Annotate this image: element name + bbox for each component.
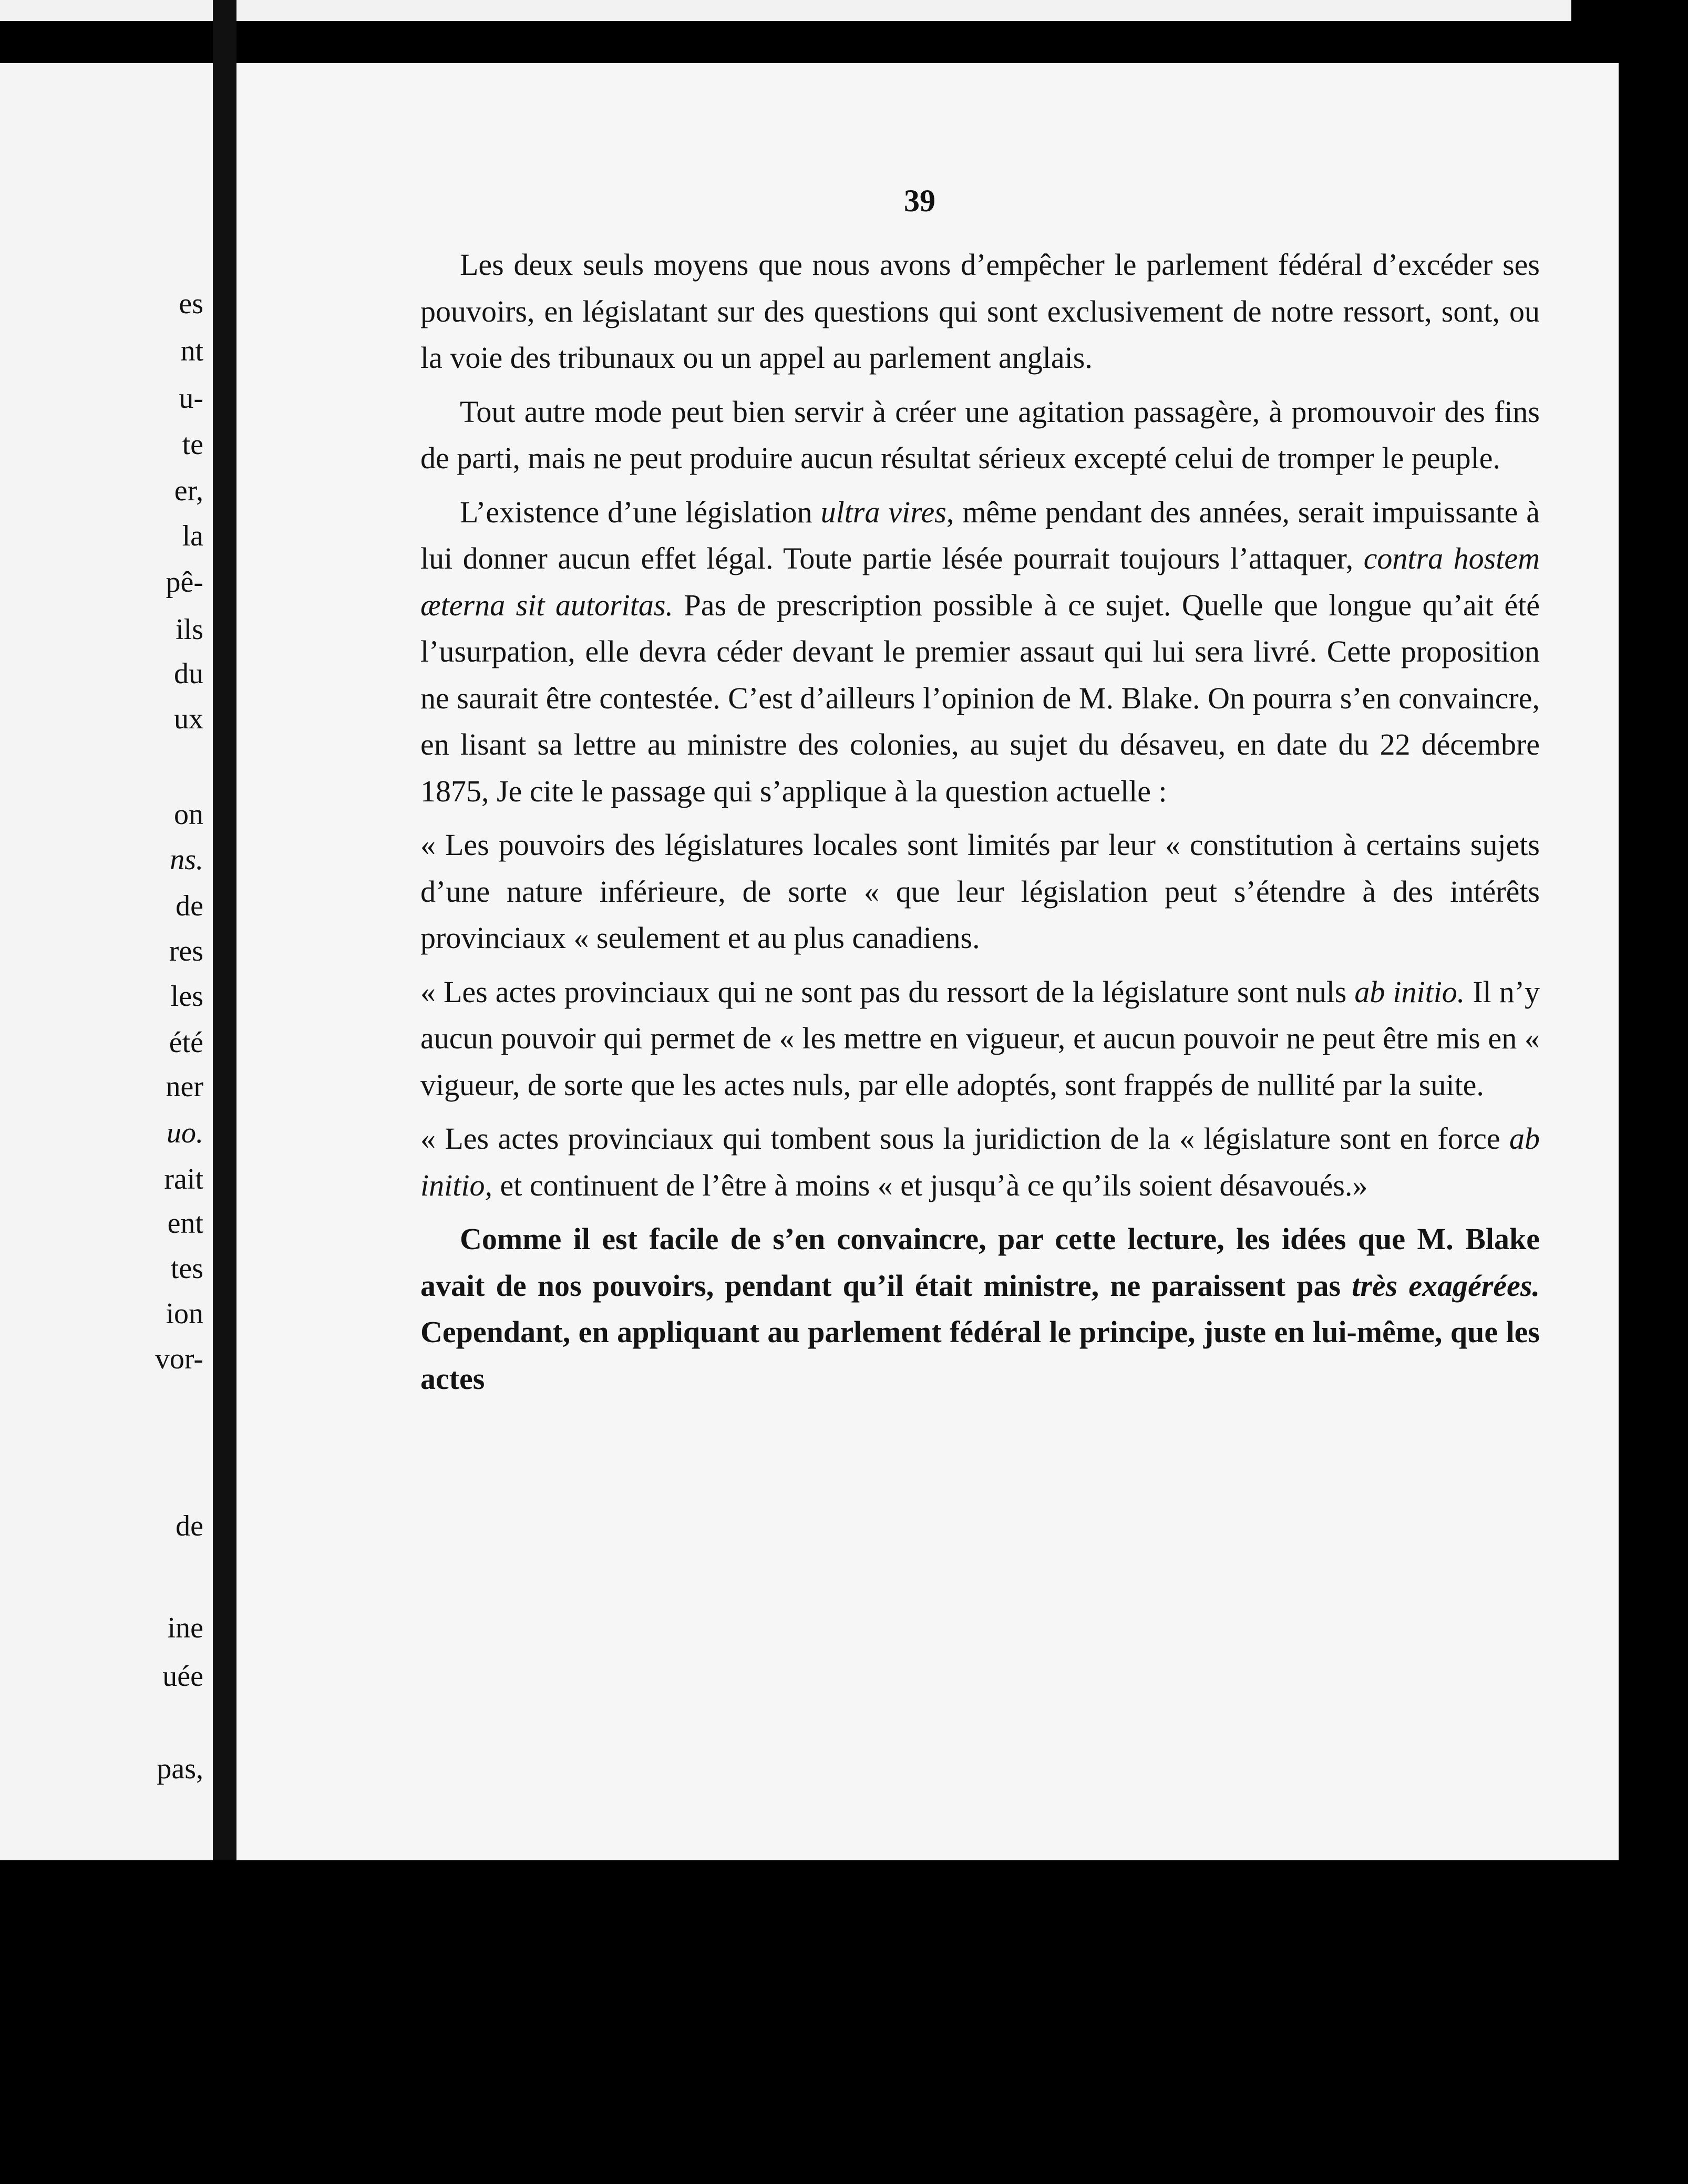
left-line-fragment: on bbox=[174, 798, 203, 831]
left-line-fragment: pê- bbox=[166, 566, 203, 599]
left-line-fragment: ion bbox=[166, 1297, 203, 1330]
page-body bbox=[420, 242, 1540, 1409]
quotation-paragraph: « Les actes provinciaux qui tombent sous la juridiction de la « législature sont en force ab initio, et continuent de l’être à moins « et jusqu’à ce qu’ils soient désavoués.» bbox=[420, 1121, 1540, 1202]
left-line-fragment: ine bbox=[167, 1612, 203, 1644]
left-line-fragment: te bbox=[182, 428, 203, 461]
left-line-fragment: été bbox=[169, 1026, 203, 1059]
paragraph: Comme il est facile de s’en convaincre, par cette lecture, les idées que M. Blake avait de nos pouvoirs, pendant qu’il était ministre, ne paraissent pas très exagérées. Cependant, en appliquant au parlement fédéral le principe, juste en lui-même, que les actes bbox=[420, 1222, 1540, 1396]
paragraph: L’existence d’une législation ultra vires, même pendant des années, serait impuissante à lui donner aucun effet légal. Toute partie lésée pourrait toujours l’attaquer, contra hostem æterna sit autoritas. Pas de prescription possible à ce sujet. Quelle que longue qu’ait été l’usurpation, elle devra céder devant le premier assaut qui lui sera livré. Cette proposition ne saurait être contestée. C’est d’ailleurs l’opinion de M. Blake. On pourra s’en convaincre, en lisant sa lettre au ministre des colonies, au sujet du désaveu, en date du 22 décembre 1875, Je cite le passage qui s’applique à la question actuelle : bbox=[420, 495, 1540, 808]
left-line-fragment: les bbox=[170, 980, 203, 1013]
latin-phrase: ab initio. bbox=[1354, 974, 1465, 1009]
left-line-fragment: ent bbox=[167, 1207, 203, 1240]
quotation-paragraph: « Les pouvoirs des législatures locales sont limités par leur « constitution à certains sujets d’une nature inférieure, de sorte « que leur législation peut s’étendre à des intérêts provinciaux « seulement et au plus canadiens. bbox=[420, 828, 1540, 955]
left-line-fragment: rait bbox=[164, 1163, 203, 1196]
document-page bbox=[236, 63, 1619, 1860]
previous-frame-edge bbox=[0, 0, 215, 21]
left-line-fragment: uée bbox=[162, 1660, 203, 1693]
left-line-fragment: pas, bbox=[157, 1753, 203, 1785]
left-line-fragment: ner bbox=[166, 1070, 203, 1103]
left-line-fragment: de bbox=[176, 890, 203, 922]
left-line-fragment: nt bbox=[180, 335, 203, 367]
left-line-fragment: la bbox=[182, 520, 203, 552]
latin-phrase: contra hostem æterna sit autoritas. bbox=[420, 541, 1540, 622]
previous-page-fragment bbox=[0, 63, 213, 1860]
left-line-fragment: es bbox=[179, 287, 203, 320]
left-line-fragment: res bbox=[169, 935, 203, 967]
scanner-right-frame bbox=[1619, 63, 1636, 1860]
latin-phrase: ultra vires bbox=[820, 495, 946, 529]
left-line-fragment: tes bbox=[170, 1252, 203, 1285]
quotation-paragraph: « Les actes provinciaux qui ne sont pas du ressort de la législature sont nuls ab initio. Il n’y aucun pouvoir qui permet de « les mettre en vigueur, et aucun pouvoir ne peut être mis en « vigueur, de sorte que les actes nuls, par elle adoptés, sont frappés de nullité par la suite. bbox=[420, 974, 1540, 1102]
latin-phrase: ab initio, bbox=[420, 1121, 1540, 1202]
page-gutter bbox=[213, 0, 236, 1860]
scanner-bottom-band bbox=[0, 1860, 1688, 2184]
left-line-fragment: u- bbox=[179, 382, 203, 415]
left-line-fragment: ils bbox=[176, 613, 203, 646]
left-line-fragment: er, bbox=[174, 475, 203, 507]
previous-frame-edge-right bbox=[236, 0, 1571, 21]
left-line-fragment: ux bbox=[174, 703, 203, 735]
paragraph: Tout autre mode peut bien servir à créer une agitation passagère, à promouvoir des fins de parti, mais ne peut produire aucun résultat sérieux excepté celui de tromper le peuple. bbox=[420, 394, 1540, 475]
left-line-fragment: ns. bbox=[170, 843, 203, 876]
emphasis-phrase: très exagérées. bbox=[1352, 1268, 1540, 1303]
page-number: 39 bbox=[904, 183, 935, 218]
paragraph: Les deux seuls moyens que nous avons d’empêcher le parlement fédéral d’excéder ses pouvoirs, en législatant sur des questions qui sont exclusivement de notre ressort, sont, ou la voie des tribunaux ou un appel au parlement anglais. bbox=[420, 248, 1540, 375]
left-line-fragment: uo. bbox=[167, 1117, 203, 1149]
left-line-fragment: de bbox=[176, 1510, 203, 1542]
left-line-fragment: du bbox=[174, 657, 203, 690]
left-line-fragment: vor- bbox=[155, 1343, 203, 1375]
